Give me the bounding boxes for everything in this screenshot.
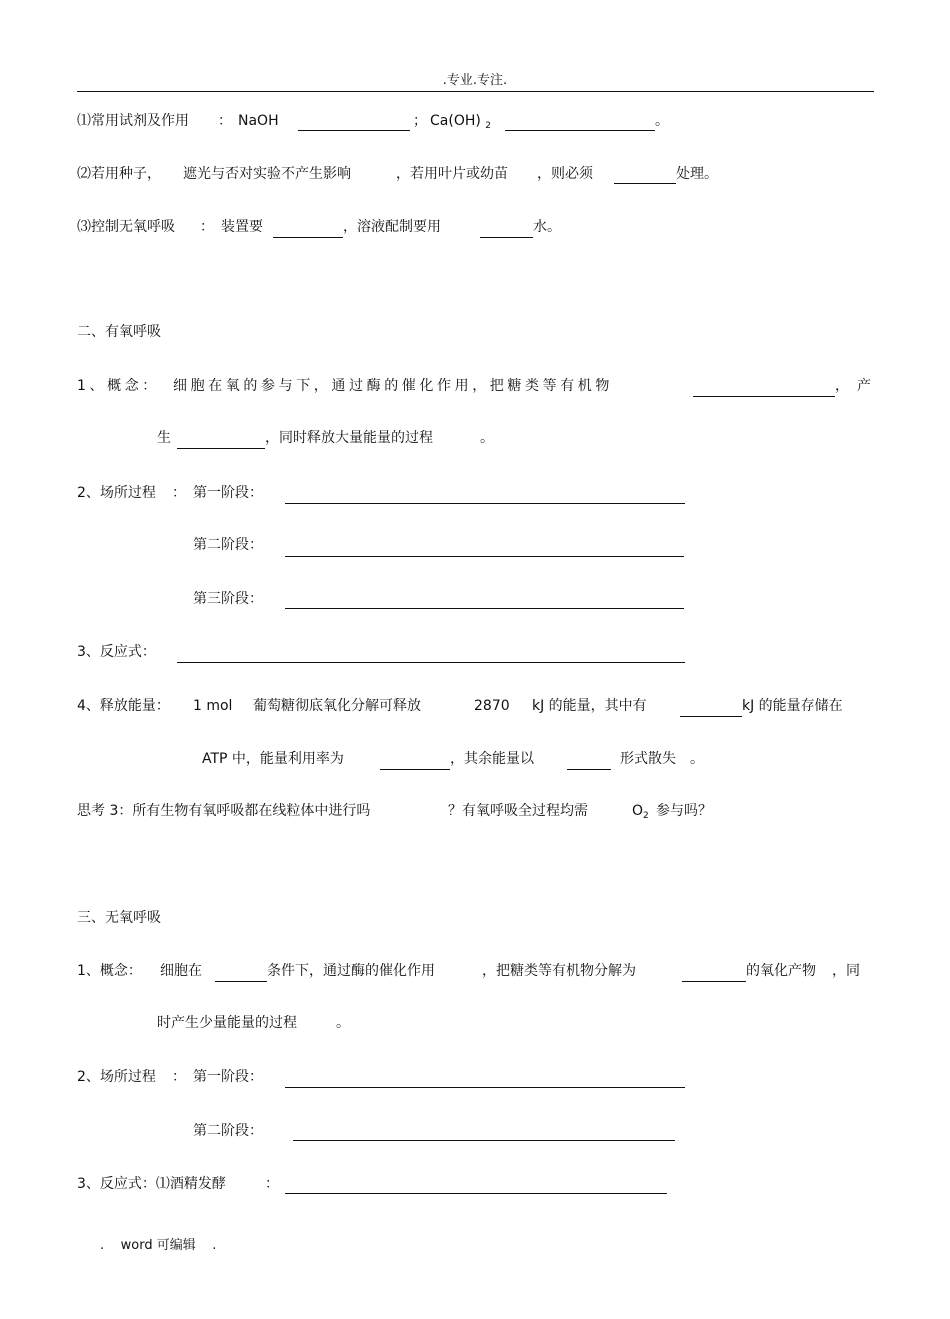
s3-c1-d: ，把糖类等有机物分解为: [482, 963, 636, 979]
s2-c4-d: 2870: [474, 698, 510, 714]
s2-stage3-label: 第三阶段：: [193, 591, 263, 607]
q3-blank-1[interactable]: [273, 237, 343, 238]
header-rule: [77, 91, 874, 92]
q3-c: 装置要: [221, 219, 263, 235]
s2-c1-label: 1、概念：: [77, 378, 160, 394]
s2-c4-line2-b: ，其余能量以: [450, 751, 534, 767]
s3-c1-blank-1[interactable]: [215, 981, 267, 982]
s2-c1-line2-c: 。: [480, 430, 494, 446]
q3-b: ：: [200, 219, 214, 235]
s2-c4-blank-1[interactable]: [680, 716, 742, 717]
s3-c2-colon: ：: [172, 1069, 186, 1085]
s2-c2-label: 2、场所过程: [77, 485, 156, 501]
s3-c3-blank[interactable]: [285, 1193, 667, 1194]
think3-o2: $O_2$: [632, 803, 649, 821]
q3-d: ，溶液配制要用: [343, 219, 441, 235]
q2-a: ⑵若用种子，: [77, 166, 161, 182]
s3-c1-c: 条件下，通过酶的催化作用: [267, 963, 435, 979]
s2-stage2-label: 第二阶段：: [193, 537, 263, 553]
s2-c4-blank-2[interactable]: [380, 769, 450, 770]
q2-c: ，若用叶片或幼苗: [396, 166, 508, 182]
q1-naoh: NaOH: [238, 113, 279, 129]
s2-c3-blank[interactable]: [177, 662, 685, 663]
s2-c4-blank-3[interactable]: [567, 769, 611, 770]
s2-c4-line2-c: 形式散失: [620, 751, 676, 767]
s2-c4-line2-a: ATP 中，能量利用率为: [202, 751, 344, 767]
s2-c1-line2-a: 生: [157, 430, 171, 446]
s3-c1-a: 1、概念：: [77, 963, 142, 979]
think3-o2-subscript: 2: [643, 811, 649, 821]
think3-a: 思考 3：所有生物有氧呼吸都在线粒体中进行吗: [77, 803, 371, 819]
s2-c4-f: kJ 的能量存储在: [742, 698, 843, 714]
q2-e: 处理。: [676, 166, 718, 182]
s2-stage1-blank[interactable]: [285, 503, 685, 504]
s2-stage2-blank[interactable]: [285, 556, 684, 557]
s3-c2-label: 2、场所过程: [77, 1069, 156, 1085]
q2-d: ，则必须: [537, 166, 593, 182]
s3-c1-line2-b: 。: [336, 1015, 350, 1031]
s3-stage2-label: 第二阶段：: [193, 1123, 263, 1139]
q1-colon: ：: [218, 113, 232, 129]
section2-title: 二、有氧呼吸: [77, 324, 161, 340]
s3-c3-colon: ：: [265, 1176, 279, 1192]
q1-semicolon: ；: [413, 113, 427, 129]
q1-caoh-blank[interactable]: [505, 130, 655, 131]
s3-stage1-label: 第一阶段：: [193, 1069, 263, 1085]
q1-caoh: Ca(OH) $_2$: [430, 113, 492, 131]
s3-stage1-blank[interactable]: [285, 1087, 685, 1088]
s2-c4-b: 1 mol: [193, 698, 233, 714]
s2-c1-text: 细胞在氧的参与下，通过酶的催化作用，把糖类等有机物: [173, 378, 613, 394]
section3-title: 三、无氧呼吸: [77, 910, 161, 926]
s3-stage2-blank[interactable]: [293, 1140, 675, 1141]
s2-c4-e: kJ 的能量，其中有: [532, 698, 647, 714]
q3-e: 水。: [533, 219, 561, 235]
s3-c3-label: 3、反应式：⑴酒精发酵: [77, 1176, 226, 1192]
think3-b: ？有氧呼吸全过程均需: [448, 803, 588, 819]
s2-c1-chan: 产: [857, 378, 871, 394]
s2-c1-blank-2[interactable]: [177, 448, 265, 449]
s2-c1-blank-1[interactable]: [693, 396, 835, 397]
s2-stage3-blank[interactable]: [285, 608, 684, 609]
q2-blank[interactable]: [614, 183, 676, 184]
s3-c1-line2-a: 时产生少量能量的过程: [157, 1015, 297, 1031]
s3-c1-e: 的氧化产物: [746, 963, 816, 979]
s2-c4-a: 4、释放能量：: [77, 698, 170, 714]
q1-end: 。: [655, 113, 669, 129]
s3-c1-blank-2[interactable]: [682, 981, 746, 982]
q2-b: 遮光与否对实验不产生影响: [183, 166, 351, 182]
s2-c2-colon: ：: [172, 485, 186, 501]
s3-c1-f: ，同: [832, 963, 860, 979]
page-footer: . word 可编辑 .: [100, 1238, 217, 1253]
s3-c1-b: 细胞在: [160, 963, 202, 979]
q1-naoh-blank[interactable]: [298, 130, 410, 131]
q1-label: ⑴常用试剂及作用: [77, 113, 189, 129]
q3-a: ⑶控制无氧呼吸: [77, 219, 175, 235]
s2-c1-comma: ，: [835, 378, 849, 394]
s2-c4-c: 葡萄糖彻底氧化分解可释放: [253, 698, 421, 714]
s2-stage1-label: 第一阶段：: [193, 485, 263, 501]
s2-c1-line2-b: ，同时释放大量能量的过程: [265, 430, 433, 446]
q1-caoh-subscript: 2: [485, 121, 492, 131]
think3-d: 参与吗？: [656, 803, 712, 819]
s2-c4-line2-d: 。: [690, 751, 704, 767]
q3-blank-2[interactable]: [480, 237, 533, 238]
s2-c3-label: 3、反应式：: [77, 644, 156, 660]
page-header: .专业.专注.: [442, 73, 508, 88]
